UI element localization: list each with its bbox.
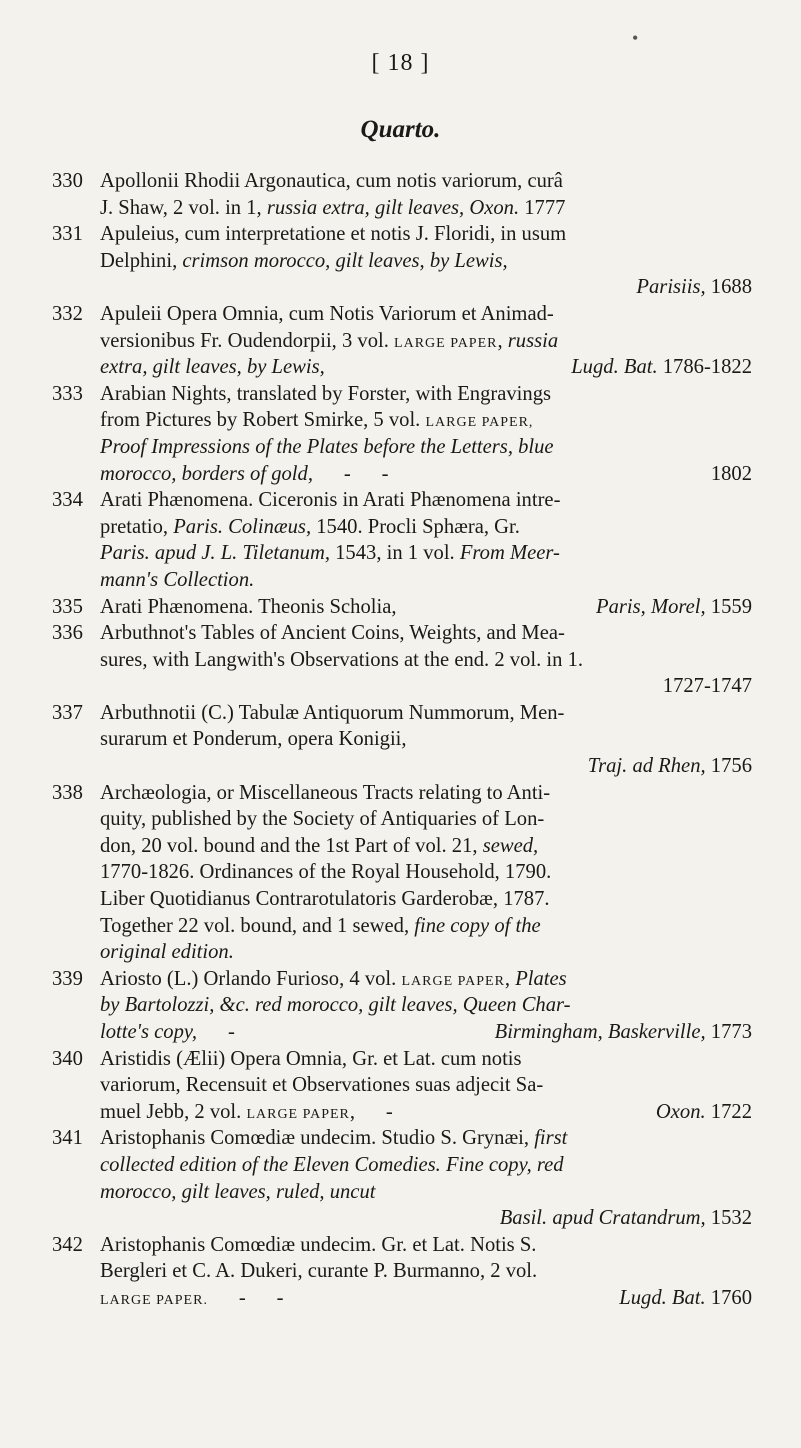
list-item: 333 Arabian Nights, translated by Forster, with Engravings xyxy=(52,382,552,405)
section-title: Quarto. xyxy=(360,116,441,143)
list-item: 331 Apuleius, cum interpretatione et notis J. Floridi, in usum xyxy=(52,223,567,246)
list-item: 332 Apuleii Opera Omnia, cum Notis Variorum et Animad- xyxy=(52,302,554,325)
list-item: 341 Aristophanis Comœdiæ undecim. Studio S. Grynæi, first xyxy=(52,1127,568,1150)
page-number: [ 18 ] xyxy=(371,50,430,76)
speck-mark: • xyxy=(632,28,639,48)
list-item: 339 Ariosto (L.) Orlando Furioso, 4 vol. LARGE PAPER, Plates xyxy=(52,967,567,990)
list-item: 334 Arati Phænomena. Ciceronis in Arati Phænomena intre- xyxy=(52,489,561,512)
list-item: 342 Aristophanis Comœdiæ undecim. Gr. et Lat. Notis S. xyxy=(52,1233,537,1256)
catalogue-entries: 330 Apollonii Rhodii Argonautica, cum notis variorum, curâ J. Shaw, 2 vol. in 1, russia extra, gilt leaves, Oxon. 1777 331 Apuleius, cum interpretatione et notis J. Floridi, in usum Delphini, crimson morocco, gilt leaves, by Lewis, Parisiis, 1688 332 Apuleii Opera Omnia, cum Notis Variorum et Animad- versionibus Fr. Oudendorpii, 3 vol. LARGE PAPER, russia extra, gilt leaves, by Lewis, Lugd. Bat. 1786-1822 333 Arabian Nights, translated by Forster, with Engravings from Pictures by Robert Smirke, 5 vol. LARGE PAPER, Proof Impressions of the Plates before the Letters, blue morocco, borders of gold, - - 1802 334 Arati Phænomena. Ciceronis in Arati Phænomena intre- pretatio, Paris. Colinæus, 1540. Procli Sphæra, Gr. Paris. apud J. L. Tiletanum, 1543, in 1 vol. From Meer- mann's Collection. 335 Arati Phænomena. Theonis Scholia, Paris, Morel, 1559 336 Arbuthnot's Tables of Ancient Coins, Weights, and Mea- sures, with Langwith's Observations at the end. 2 vol. in 1. 1727-1747 337 Arbuthnotii (C.) Tabulæ Antiquorum Nummorum, Men- surarum et Ponderum, opera Konigii, Traj. ad Rhen, 1756 338 Archæologia, or Miscellaneous Tracts relating to Anti- quity, published by the Society of Antiquaries of Lon- don, 20 vol. bound and the 1st Part of vol. 21, sewed, 1770-1826. Ordinances of the Royal Household, 1790. Liber Quotidianus Contrarotulatoris Garderobæ, 1787. Together 22 vol. bound, and 1 sewed, fine copy of the original edition. 339 Ariosto (L.) Orlando Furioso, 4 vol. LARGE PAPER, Plates by Bartolozzi, &c. red morocco, gilt leaves, Queen Char- lotte's copy, - Birmingham, Baskerville, 1773 340 Aristidis (Ælii) Opera Omnia, Gr. et Lat. cum notis variorum, Recensuit et Observationes suas adjecit Sa- muel Jebb, 2 vol. LARGE PAPER, - Oxon. 1722 341 Aristophanis Comœdiæ undecim. Studio S. Grynæi, first collected edition of the Eleven Comedies. Fine copy, red morocco, gilt leaves, ruled, uncut Basil. apud Cratandrum, 1532 342 Aristophanis Comœdiæ undecim. Gr. et Lat. Notis S. Bergleri et C. A. Dukeri, curante P. Burmanno, 2 vol. LARGE PAPER. - - Lugd. Bat. 1760 xyxy=(52,170,752,1309)
list-item: 336 Arbuthnot's Tables of Ancient Coins, Weights, and Mea- xyxy=(52,622,565,645)
list-item: 338 Archæologia, or Miscellaneous Tracts relating to Anti- xyxy=(52,781,551,804)
list-item: 335 Arati Phænomena. Theonis Scholia, Paris, Morel, 1559 xyxy=(52,595,752,618)
list-item: 330 Apollonii Rhodii Argonautica, cum notis variorum, curâ xyxy=(52,170,563,192)
list-item: 337 Arbuthnotii (C.) Tabulæ Antiquorum Nummorum, Men- xyxy=(52,701,565,724)
list-item: 340 Aristidis (Ælii) Opera Omnia, Gr. et Lat. cum notis xyxy=(52,1047,522,1070)
